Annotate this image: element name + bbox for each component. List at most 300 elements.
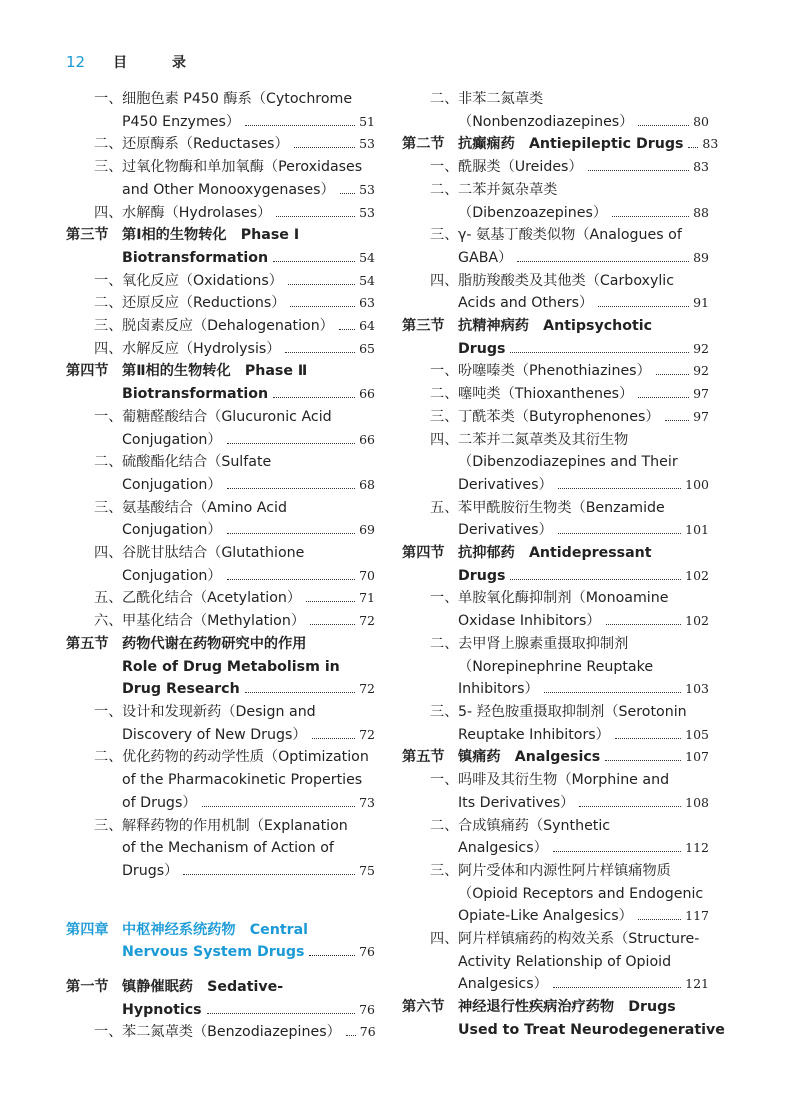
toc-entry-text: Conjugation） [122, 431, 222, 448]
toc-entry-text: 丁酰苯类（Butyrophenones） [458, 408, 660, 425]
toc-entry-line [122, 156, 375, 179]
toc-page-number: 102 [685, 567, 709, 583]
toc-entry-line [122, 837, 375, 860]
toc-entry-line [458, 678, 709, 701]
toc-entry-line [458, 928, 709, 951]
toc-entry-marker: 四、 [94, 204, 123, 221]
toc-page-number: 83 [702, 136, 719, 152]
toc-page-number: 69 [359, 522, 375, 538]
toc-page-number: 103 [685, 681, 709, 697]
toc-entry-line [122, 338, 375, 361]
toc-item-entry[interactable] [402, 383, 709, 406]
toc-item-entry[interactable] [66, 746, 375, 814]
toc-entry-marker: 一、 [94, 408, 123, 425]
toc-page-number: 64 [359, 318, 375, 334]
toc-entry-line [122, 224, 375, 247]
chapter-gap [66, 883, 375, 919]
toc-page-number: 53 [359, 136, 375, 152]
toc-item-entry[interactable] [66, 292, 375, 315]
toc-page-number: 54 [359, 249, 375, 265]
toc-entry-line [122, 769, 375, 792]
toc-entry-line [122, 633, 375, 656]
toc-entry-line [458, 179, 709, 202]
toc-item-entry[interactable] [402, 429, 709, 497]
toc-entry-text: 过氧化物酶和单加氧酶（Peroxidases [122, 159, 363, 176]
toc-page-number: 89 [693, 249, 709, 265]
toc-entry-line [458, 951, 709, 974]
toc-entry-marker: 一、 [430, 159, 459, 176]
dot-leader [588, 170, 689, 171]
toc-page-number: 112 [685, 840, 709, 856]
toc-entry-text: Its Derivatives） [458, 794, 575, 811]
toc-page-number: 92 [693, 363, 709, 379]
toc-entry-line [458, 497, 709, 520]
toc-page-number: 88 [693, 204, 709, 220]
toc-entry-line [458, 724, 709, 747]
toc-item-entry[interactable] [66, 133, 375, 156]
toc-item-entry[interactable] [66, 202, 375, 225]
dot-leader [510, 352, 689, 353]
toc-entry-text: 解释药物的作用机制（Explanation [122, 817, 348, 834]
toc-entry-marker: 六、 [94, 613, 123, 630]
toc-entry-text: 苯甲酰胺衍生物类（Benzamide [458, 499, 665, 516]
toc-item-entry[interactable] [402, 633, 709, 701]
dot-leader [339, 329, 355, 330]
toc-entry-marker: 二、 [430, 635, 459, 652]
toc-entry-marker: 一、 [430, 363, 459, 380]
toc-entry-text: 5- 羟色胺重摄取抑制剂（Serotonin [458, 703, 687, 720]
dot-leader [310, 624, 355, 625]
dot-leader [553, 851, 681, 852]
toc-entry-text: Activity Relationship of Opioid [458, 953, 672, 970]
toc-entry-line [458, 315, 709, 338]
toc-page-number: 75 [359, 862, 375, 878]
toc-item-entry[interactable] [402, 701, 709, 746]
toc-item-entry[interactable] [66, 587, 375, 610]
toc-entry-line [122, 610, 375, 633]
toc-page-number: 66 [359, 386, 375, 402]
toc-page-number: 51 [359, 113, 375, 129]
toc-entry-text: 水解酶（Hydrolases） [122, 204, 272, 221]
toc-entry-marker: 二、 [430, 181, 459, 198]
toc-entry-marker: 第五节 [402, 749, 445, 766]
toc-entry-text: 脂肪羧酸类及其他类（Carboxylic [458, 272, 675, 289]
toc-entry-text: Drug Research [122, 681, 240, 698]
toc-item-entry[interactable] [402, 179, 709, 224]
toc-entry-text: Drugs [458, 567, 506, 584]
toc-entry-marker: 四、 [430, 272, 459, 289]
toc-page-number: 121 [685, 976, 709, 992]
dot-leader [688, 147, 698, 148]
toc-entry-line [122, 919, 375, 942]
toc-entry-text: 优化药物的药动学性质（Optimization [122, 749, 369, 766]
toc-entry-line [122, 724, 375, 747]
toc-page-number: 70 [359, 567, 375, 583]
toc-entry-line [122, 860, 375, 883]
toc-entry-text: 水解反应（Hydrolysis） [122, 340, 281, 357]
toc-entry-marker: 二、 [94, 295, 123, 312]
toc-section-entry[interactable] [66, 224, 375, 269]
toc-item-entry[interactable] [66, 497, 375, 542]
toc-entry-text: Used to Treat Neurodegenerative [458, 1021, 725, 1038]
toc-entry-line [458, 360, 709, 383]
toc-page-number: 92 [693, 340, 709, 356]
toc-item-entry[interactable] [402, 497, 709, 542]
toc-entry-marker: 二、 [430, 386, 459, 403]
toc-entry-marker: 四、 [430, 431, 459, 448]
toc-entry-marker: 二、 [430, 91, 459, 107]
toc-entry-text: 还原酶系（Reductases） [122, 136, 289, 153]
toc-section-entry[interactable] [66, 976, 375, 1021]
toc-entry-line [122, 383, 375, 406]
toc-section-entry[interactable] [402, 542, 709, 587]
dot-leader [638, 919, 681, 920]
dot-leader [615, 738, 681, 739]
toc-entry-marker: 三、 [430, 703, 459, 720]
toc-entry-text: of the Pharmacokinetic Properties [122, 772, 363, 789]
toc-entry-marker: 三、 [430, 227, 459, 244]
toc-entry-text: Discovery of New Drugs） [122, 726, 307, 743]
toc-entry-text: 神经退行性疾病治疗药物 Drugs [458, 999, 676, 1016]
toc-entry-text: Drugs） [122, 862, 179, 879]
toc-entry-line [122, 497, 375, 520]
toc-entry-text: 谷胱甘肽结合（Glutathione [122, 545, 305, 562]
toc-entry-line [122, 792, 375, 815]
toc-page-number: 76 [359, 1001, 375, 1017]
toc-entry-marker: 第四章 [66, 921, 109, 938]
toc-item-entry[interactable] [402, 815, 709, 860]
toc-item-entry[interactable] [402, 928, 709, 996]
toc-entry-line [122, 111, 375, 134]
toc-entry-line [122, 542, 375, 565]
toc-entry-text: 细胞色素 P450 酶系（Cytochrome [122, 91, 353, 107]
dot-leader [638, 125, 689, 126]
toc-entry-marker: 五、 [94, 590, 123, 607]
toc-item-entry[interactable] [66, 315, 375, 338]
toc-entry-text: 镇静催眠药 Sedative- [122, 979, 284, 996]
toc-entry-text: 抗抑郁药 Antidepressant [458, 545, 652, 562]
toc-page-number: 73 [359, 794, 375, 810]
toc-entry-line [122, 815, 375, 838]
toc-entry-line [458, 292, 709, 315]
toc-entry-marker: 二、 [94, 454, 123, 471]
toc-page-number: 66 [359, 431, 375, 447]
toc-right-column [402, 88, 725, 1042]
toc-entry-line [458, 701, 709, 724]
toc-page-number: 101 [685, 522, 709, 538]
toc-entry-text: Derivatives） [458, 476, 553, 493]
toc-entry-text: 酰脲类（Ureides） [458, 159, 583, 176]
toc-entry-line [458, 111, 709, 134]
toc-page-number: 91 [693, 295, 709, 311]
toc-item-entry[interactable] [402, 406, 709, 429]
dot-leader [202, 806, 356, 807]
toc-entry-line [458, 338, 709, 361]
toc-entry-text: 吩噻嗪类（Phenothiazines） [458, 363, 651, 380]
toc-entry-marker: 二、 [430, 817, 459, 834]
toc-entry-marker: 一、 [430, 590, 459, 607]
toc-entry-line [458, 156, 709, 179]
toc-entry-marker: 三、 [94, 499, 123, 516]
toc-entry-text: Oxidase Inhibitors） [458, 613, 601, 630]
toc-entry-line [458, 973, 709, 996]
toc-entry-text: Analgesics） [458, 840, 548, 857]
toc-entry-text: 单胺氧化酶抑制剂（Monoamine [458, 590, 669, 607]
page-number: 12 [66, 53, 86, 71]
toc-entry-text: 第Ⅱ相的生物转化 Phase Ⅱ [122, 363, 308, 380]
toc-entry-text: 还原反应（Reductions） [122, 295, 286, 312]
toc-entry-text: 第Ⅰ相的生物转化 Phase Ⅰ [122, 227, 300, 244]
dot-leader [306, 601, 355, 602]
toc-section-entry[interactable] [402, 133, 719, 156]
dot-leader [245, 125, 355, 126]
toc-entry-line [122, 1021, 375, 1044]
toc-entry-line [122, 519, 375, 542]
toc-section-entry[interactable] [66, 360, 375, 405]
toc-page-number: 76 [359, 1024, 376, 1040]
toc-page-number: 72 [359, 681, 375, 697]
toc-entry-line [122, 292, 375, 315]
page-title: 目 录 [113, 55, 206, 71]
toc-item-entry[interactable] [402, 156, 709, 179]
toc-entry-text: of Drugs） [122, 794, 197, 811]
toc-entry-text: 噻吨类（Thioxanthenes） [458, 386, 634, 403]
toc-page-number: 100 [685, 476, 709, 492]
toc-entry-line [122, 179, 375, 202]
toc-entry-marker: 一、 [94, 1024, 123, 1041]
toc-entry-text: 氧化反应（Oxidations） [122, 272, 283, 289]
toc-entry-marker: 第三节 [66, 227, 109, 244]
toc-entry-marker: 第二节 [402, 136, 445, 153]
toc-page-number: 80 [693, 113, 709, 129]
toc-entry-marker: 第五节 [66, 635, 109, 652]
toc-entry-line [458, 860, 709, 883]
toc-entry-text: 苯二氮䓬类（Benzodiazepines） [122, 1024, 341, 1041]
dot-leader [227, 443, 356, 444]
toc-entry-line [122, 941, 375, 964]
toc-entry-line [458, 587, 709, 610]
toc-entry-line [458, 769, 709, 792]
toc-entry-line [122, 270, 375, 293]
toc-item-entry[interactable] [66, 406, 375, 451]
toc-entry-marker: 第四节 [402, 545, 445, 562]
dot-leader [638, 397, 689, 398]
toc-left-column [66, 88, 375, 1044]
toc-entry-text: Derivatives） [458, 522, 553, 539]
toc-entry-text: 甲基化结合（Methylation） [122, 613, 306, 630]
dot-leader [227, 579, 356, 580]
dot-leader [207, 1013, 355, 1014]
toc-entry-text: γ- 氨基丁酸类似物（Analogues of [458, 227, 682, 244]
toc-entry-line [122, 429, 375, 452]
toc-item-entry[interactable] [66, 88, 375, 133]
toc-entry-line [458, 406, 709, 429]
dot-leader [309, 955, 355, 956]
toc-page-number: 76 [359, 944, 375, 960]
toc-section-entry[interactable] [402, 996, 725, 1041]
toc-entry-marker: 一、 [430, 772, 459, 789]
toc-page-number: 105 [685, 726, 709, 742]
toc-entry-text: 合成镇痛药（Synthetic [458, 817, 611, 834]
dot-leader [656, 374, 689, 375]
toc-item-entry[interactable] [66, 270, 375, 293]
toc-page-number: 53 [359, 181, 375, 197]
toc-entry-line [122, 701, 375, 724]
toc-entry-text: GABA） [458, 249, 513, 266]
toc-entry-line [122, 976, 375, 999]
toc-entry-line [458, 565, 709, 588]
dot-leader [579, 806, 681, 807]
dot-leader [294, 147, 355, 148]
toc-entry-line [122, 88, 375, 111]
toc-entry-marker: 四、 [430, 931, 459, 948]
toc-entry-text: and Other Monooxygenases） [122, 181, 335, 198]
toc-item-entry[interactable] [402, 224, 709, 269]
toc-entry-marker: 一、 [94, 272, 123, 289]
toc-entry-marker: 二、 [94, 136, 123, 153]
toc-item-entry[interactable] [66, 610, 375, 633]
toc-entry-text: 氨基酸结合（Amino Acid [122, 499, 287, 516]
toc-item-entry[interactable] [66, 542, 375, 587]
toc-item-entry[interactable] [66, 338, 375, 361]
toc-page-number: 97 [693, 408, 709, 424]
toc-entry-line [458, 837, 709, 860]
toc-item-entry[interactable] [66, 156, 375, 201]
toc-entry-line [458, 429, 709, 452]
dot-leader [544, 692, 681, 693]
toc-entry-line [458, 224, 709, 247]
toc-entry-text: （Opioid Receptors and Endogenic [458, 885, 704, 902]
toc-entry-text: 吗啡及其衍生物（Morphine and [458, 772, 670, 789]
toc-page-number: 108 [685, 794, 709, 810]
toc-entry-text: 去甲肾上腺素重摄取抑制剂 [458, 635, 629, 652]
toc-entry-marker: 三、 [94, 318, 123, 335]
toc-section-entry[interactable] [66, 633, 375, 701]
toc-entry-text: Biotransformation [122, 386, 269, 403]
toc-entry-line [122, 451, 375, 474]
toc-entry-marker: 一、 [94, 91, 123, 107]
toc-item-entry[interactable] [66, 451, 375, 496]
toc-entry-text: Hypnotics [122, 1001, 202, 1018]
toc-entry-text: （Dibenzoazepines） [458, 204, 608, 221]
toc-item-entry[interactable] [66, 701, 375, 746]
dot-leader [612, 216, 689, 217]
dot-leader [227, 533, 356, 534]
toc-entry-line [122, 656, 375, 679]
toc-entry-text: （Nonbenzodiazepines） [458, 113, 634, 130]
toc-entry-line [458, 610, 709, 633]
toc-section-entry[interactable] [402, 315, 709, 360]
toc-item-entry[interactable] [402, 860, 709, 928]
toc-entry-text: Nervous System Drugs [122, 944, 305, 961]
dot-leader [340, 193, 355, 194]
chapter-gap-after [66, 964, 375, 976]
toc-entry-line [458, 883, 709, 906]
toc-page-number: 54 [359, 272, 375, 288]
toc-entry-marker: 第一节 [66, 979, 109, 996]
dot-leader [227, 488, 356, 489]
toc-entry-line [122, 565, 375, 588]
toc-page-number: 72 [359, 726, 375, 742]
toc-entry-line [122, 133, 375, 156]
toc-entry-marker: 三、 [430, 408, 459, 425]
toc-item-entry[interactable] [402, 270, 709, 315]
toc-entry-line [458, 451, 709, 474]
toc-entry-text: （Dibenzodiazepines and Their [458, 454, 678, 471]
toc-page-number: 97 [693, 386, 709, 402]
toc-entry-text: Conjugation） [122, 476, 222, 493]
toc-item-entry[interactable] [402, 88, 709, 133]
toc-entry-text: Conjugation） [122, 567, 222, 584]
toc-entry-text: Drugs [458, 340, 506, 357]
toc-entry-marker: 三、 [430, 862, 459, 879]
toc-entry-text: 二苯并二氮䓬类及其衍生物 [458, 431, 629, 448]
toc-entry-marker: 四、 [94, 545, 123, 562]
toc-entry-text: 脱卤素反应（Dehalogenation） [122, 318, 334, 335]
toc-entry-text: of the Mechanism of Action of [122, 840, 334, 857]
toc-entry-marker: 第三节 [402, 318, 445, 335]
toc-entry-line [458, 133, 719, 156]
toc-entry-text: Analgesics） [458, 976, 548, 993]
toc-entry-line [122, 360, 375, 383]
toc-entry-marker: 三、 [94, 159, 123, 176]
dot-leader [553, 987, 681, 988]
dot-leader [290, 306, 355, 307]
dot-leader [285, 352, 355, 353]
toc-entry-line [458, 519, 709, 542]
toc-entry-line [458, 996, 709, 1019]
toc-entry-text: 设计和发现新药（Design and [122, 703, 316, 720]
toc-entry-marker: 二、 [94, 749, 123, 766]
toc-entry-line [122, 406, 375, 429]
toc-entry-line [122, 247, 375, 270]
toc-section-entry[interactable] [402, 746, 709, 769]
toc-page-number: 117 [685, 908, 709, 924]
toc-entry-text: Opiate-Like Analgesics） [458, 908, 633, 925]
toc-entry-line [458, 905, 709, 928]
dot-leader [558, 488, 681, 489]
toc-entry-marker: 三、 [94, 817, 123, 834]
toc-entry-text: 非苯二氮䓬类 [458, 91, 544, 107]
toc-entry-line [458, 202, 709, 225]
toc-page-number: 63 [359, 295, 375, 311]
toc-entry-text: 镇痛药 Analgesics [458, 749, 601, 766]
toc-item-entry[interactable] [402, 769, 709, 814]
dot-leader [273, 261, 355, 262]
toc-entry-text: 中枢神经系统药物 Central [122, 921, 309, 938]
dot-leader [510, 579, 681, 580]
toc-entry-text: Acids and Others） [458, 295, 594, 312]
toc-entry-text: 硫酸酯化结合（Sulfate [122, 454, 272, 471]
toc-entry-line [458, 746, 709, 769]
toc-chapter-entry[interactable] [66, 919, 375, 964]
dot-leader [288, 284, 355, 285]
toc-item-entry[interactable] [66, 1021, 375, 1044]
toc-entry-line [458, 383, 709, 406]
toc-item-entry[interactable] [402, 587, 709, 632]
toc-entry-marker: 四、 [94, 340, 123, 357]
toc-page-number: 107 [685, 749, 709, 765]
toc-entry-line [458, 815, 709, 838]
toc-item-entry[interactable] [402, 360, 709, 383]
toc-entry-text: 二苯并氮杂䓬类 [458, 181, 558, 198]
toc-entry-line [122, 587, 375, 610]
toc-entry-line [122, 678, 375, 701]
dot-leader [606, 624, 682, 625]
toc-page-number: 72 [359, 613, 375, 629]
toc-entry-text: 葡糖醛酸结合（Glucuronic Acid [122, 408, 332, 425]
toc-item-entry[interactable] [66, 815, 375, 883]
